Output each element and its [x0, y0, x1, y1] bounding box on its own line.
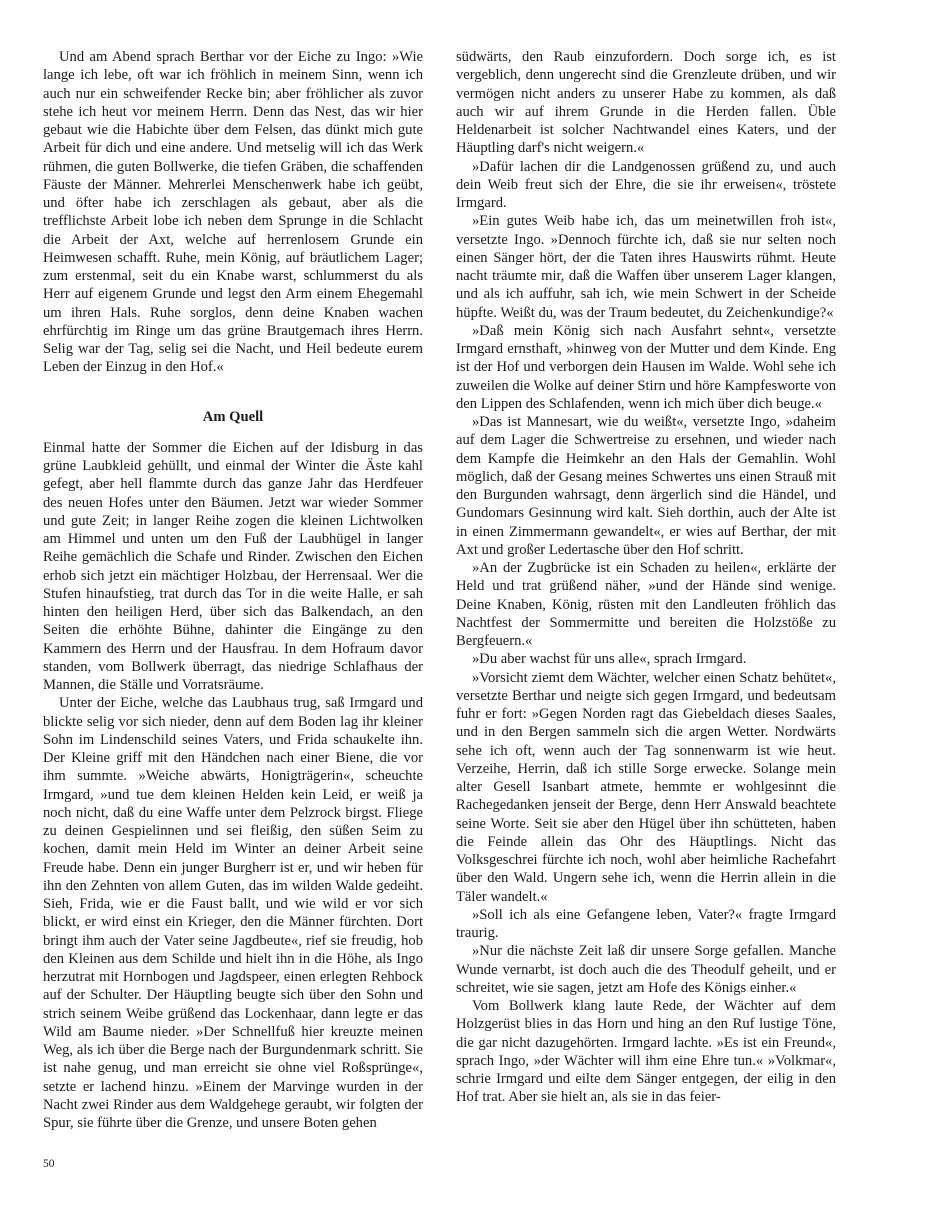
paragraph: südwärts, den Raub einzufordern. Doch sorge ich, es ist vergeblich, denn ungerecht sind die Grenzleute drüben, und wir vermögen nicht anders zu unserer Habe zu kommen, als daß auch wir auf ihrem Grunde in die Herden fallen. Üble Heldenarbeit ist solcher Nachtwandel eines Katers, und der Häuptling darf's nicht weigern.«: [456, 49, 836, 157]
paragraph: Und am Abend sprach Berthar vor der Eiche zu Ingo: »Wie lange ich lebe, oft war ich fröhlich in meinem Sinn, wenn ich auch nur ein schweifender Recke bin; aber fröhlicher als zuvor stehe ich heut vor meinem Herrn. Denn das Nest, das wir hier gebaut wie die Habichte über dem Felsen, das dünkt mich gute Arbeit für dich und eine andere. Und metselig will ich das Werk rühmen, die guten Bollwerke, die tiefen Gräben, die schaffenden Fäuste der Männer. Mehrerlei Menschenwerk habe ich geübt, und öfter habe ich zerschlagen als gebaut, aber als die trefflichste Arbeit lobe ich neben dem Sprunge in die Schlacht die Arbeit der Axt, welche auf herrenlosem Grunde ein Heimwesen schafft. Ruhe, mein König, auf bräutlichem Lager; zum erstenmal, seit du ein Knabe warst, schlummerst du als Herr auf eigenem Grunde und legst den Arm einem Ehegemahl um ihren Hals. Ruhe sorglos, denn deine Knaben wachen ehrfürchtig im Ringe um das grüne Brautgemach ihres Herrn. Selig war der Tag, selig sei die Nacht, und Heil bedeute eurem Leben der Einzug in den Hof.«: [43, 49, 423, 376]
left-column: [43, 48, 423, 1132]
paragraph: Unter der Eiche, welche das Laubhaus trug, saß Irmgard und blickte selig vor sich nieder, denn auf dem Boden lag ihr kleiner Sohn im Lindenschild seines Vaters, und Frida schaukelte ihn. Der Kleine griff mit den Händchen nach einer Biene, die vor ihm summte. »Weiche abwärts, Honigträgerin«, scheuchte Irmgard, »und tue dem kleinen Helden kein Leid, er weiß ja noch nicht, daß du eine Waffe unter dem Pelzrock birgst. Fliege zu deinen Gespielinnen und sei fleißig, den süßen Seim zu kochen, damit mein Held im Winter an deiner Arbeit seine Freude habe. Denn ein junger Burgherr ist er, und wir heben für ihn den Zehnten von allem Guten, das im wilden Walde gedeiht. Sieh, Frida, wie er die Faust ballt, und wie wild er vor sich blickt, er wird einst ein Krieger, den die Männer fürchten. Dort bringt ihm auch der Vater seine Jagdbeute«, rief sie freudig, hob den Kleinen aus dem Schilde und hielt ihn in die Höhe, als Ingo herzutrat mit Hornbogen und Jagdspeer, einen erlegten Rehbock auf der Schulter. Der Häuptling beugte sich über den Sohn und strich seinem Weibe grüßend das Lockenhaar, dann legte er das Wild am Baume nieder. »Der Schnellfuß hier kreuzte meinen Weg, als ich über die Berge nach der Burgundenmark schritt. Sie ist nahe genug, und man erreicht sie ohne viel Roßsprünge«, setzte er lachend hinzu. »Einem der Marvinge wurden in der Nacht zwei Rinder aus dem Waldgehege geraubt, wir folgten der Spur, sie führte über die Grenze, und unsere Boten gehen: [43, 695, 423, 1131]
section-heading: Am Quell: [202, 408, 264, 425]
right-column: [456, 48, 836, 1107]
paragraph: »Du aber wachst für uns alle«, sprach Irmgard.: [472, 651, 747, 668]
paragraph: »Vorsicht ziemt dem Wächter, welcher einen Schatz behütet«, versetzte Berthar und neigte sich gegen Irmgard, und bedeutsam fuhr er fort: »Gegen Norden ragt das Giebeldach dieses Saales, und in den Bergen sammeln sich die argen Wetter. Nordwärts sehe ich oft, wenn auch der Tag sonnenwarm ist wie heut. Verzeihe, Herrin, daß ich stille Sorge erwecke. Solange mein alter Gesell Isanbart atmete, hemmte er wohlgesinnt die Rachegedanken jenseit der Berge, denn Herr Answald beachtete seine Worte. Seit sie aber den Hügel über ihn schütteten, haben die Feinde allein das Ohr des Häuptlings. Nicht das Volksgeschrei fürchte ich noch, wohl aber heimliche Rachefahrt über den Wald. Ungern sehe ich, wenn die Herrin allein in die Täler wandelt.«: [456, 669, 836, 905]
paragraph: »Nur die nächste Zeit laß dir unsere Sorge gefallen. Manche Wunde vernarbt, ist doch auch die des Theodulf geheilt, und er schreitet, wie sie sagen, jetzt am Hofe des Königs einher.«: [456, 943, 836, 996]
paragraph: Einmal hatte der Sommer die Eichen auf der Idisburg in das grüne Laubkleid gehüllt, und einmal der Winter die Äste kahl gefegt, aber hell flammte durch das ganze Jahr das Herdfeuer des neuen Hofes unter den Bäumen. Jetzt war wieder Sommer und gute Zeit; in langer Reihe zogen die kleinen Lichtwolken am Himmel und unten um den Fuß der Laubhügel in langer Reihe gemächlich die Schafe und Rinder. Zwischen den Eichen erhob sich jetzt ein mächtiger Holzbau, der Herrensaal. Wer die Stufen hinaufstieg, trat durch das Tor in die weite Halle, er sah hinten den heiligen Herd, über sich das Balkendach, an den Seiten die erhöhte Bühne, dahinter die Eingänge zu den Kammern des Herrn und der Hausfrau. In dem Hofraum davor standen, vom Bollwerk überragt, das niedrige Schlafhaus der Mannen, die Ställe und Vorratsräume.: [43, 439, 423, 693]
paragraph: Vom Bollwerk klang laute Rede, der Wächter auf dem Holzgerüst blies in das Horn und hing an den Ruf lustige Töne, die gar nicht dazugehörten. Irmgard lachte. »Es ist ein Freund«, sprach Ingo, »der Wächter will ihm eine Ehre tun.« »Volkmar«, schrie Irmgard und eilte dem Sänger entgegen, der eilig in den Hof trat. Aber sie hielt an, als sie in das feier-: [456, 998, 836, 1106]
paragraph: »Soll ich als eine Gefangene leben, Vater?« fragte Irmgard traurig.: [456, 906, 836, 941]
paragraph: »An der Zugbrücke ist ein Schaden zu heilen«, erklärte der Held und trat grüßend näher, »und der Hände sind wenige. Deine Knaben, König, rüsten mit den Landleuten fröhlich das Nachtfest der Sommermitte und bereiten die Holzstöße zu Bergfeuern.«: [456, 560, 836, 649]
paragraph: »Daß mein König sich nach Ausfahrt sehnt«, versetzte Irmgard ernsthaft, »hinweg von der Mutter und dem Kinde. Eng ist der Hof und verborgen dein Hausen im Walde. Wohl sehe ich zuweilen die Wolke auf deiner Stirn und höre Kampfesworte von den Lippen des Schlafenden, wenn ich mich über dich beuge.«: [456, 322, 836, 412]
page-number: 50: [43, 1158, 55, 1170]
paragraph: »Ein gutes Weib habe ich, das um meinetwillen froh ist«, versetzte Ingo. »Dennoch fürchte ich, daß sie nur selten noch einen Sänger hört, der die Taten ihres Hauswirts rühmt. Heute nacht träumte mir, daß die Waffen über unserem Lager klangen, und als ich auffuhr, sah ich, wie mein Schwert in der Scheide hüpfte. Weißt du, was der Traum bedeutet, du Zeichenkundige?«: [456, 213, 836, 321]
paragraph: »Dafür lachen dir die Landgenossen grüßend zu, und auch dein Weib freut sich der Ehre, die sie ihr erweisen«, tröstete Irmgard.: [456, 158, 836, 211]
paragraph: »Das ist Mannesart, wie du weißt«, versetzte Ingo, »daheim auf dem Lager die Schwertreise zu ersehnen, und wieder nach dem Kampfe die Heimkehr an den Hals der Gemahlin. Wohl möglich, daß der Gesang meines Schwertes uns einen Strauß mit den Burgunden wahrsagt, denn ärgerlich sind die Händel, und Gundomars Gesinnung wird kalt. Sieh dorthin, auch der Alte ist in einen Zimmermann gewandelt«, er wies auf Berthar, der mit Axt und großer Ledertasche über den Hof schritt.: [456, 414, 836, 558]
